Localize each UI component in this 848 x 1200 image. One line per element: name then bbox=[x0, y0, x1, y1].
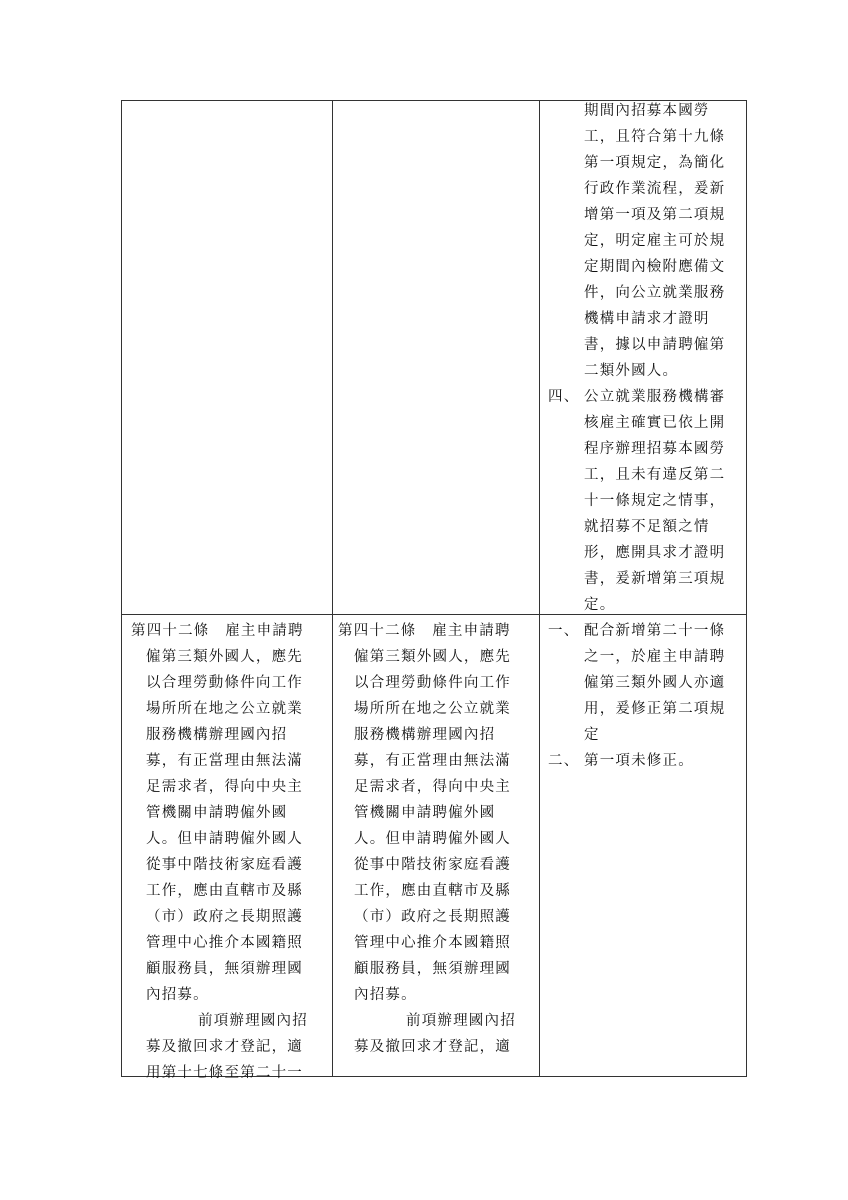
article-line: 管機關申請聘僱外國 bbox=[354, 805, 496, 821]
explanation-line: 工，且符合第十九條 bbox=[584, 129, 726, 145]
article-line: 足需求者，得向中央主 bbox=[354, 779, 511, 795]
explanation-line: 增第一項及第二項規 bbox=[584, 207, 726, 223]
explanation-line: 期間內招募本國勞 bbox=[584, 103, 710, 119]
comparison-table bbox=[121, 100, 747, 1081]
explanation-line: 二類外國人。 bbox=[584, 363, 679, 379]
article-line: 以合理勞動條件向工作 bbox=[146, 675, 303, 691]
article-line: 僱第三類外國人，應先 bbox=[146, 649, 303, 665]
article-line: 募及撤回求才登記，適 bbox=[146, 1039, 303, 1055]
explanation-line: 第一項規定，為簡化 bbox=[584, 155, 726, 171]
article-line: （市）政府之長期照護 bbox=[354, 909, 511, 925]
explanation-line: 書，據以申請聘僱第 bbox=[584, 337, 726, 353]
article-line: 僱第三類外國人，應先 bbox=[354, 649, 511, 665]
explanation-line: 定期間內檢附應備文 bbox=[584, 259, 726, 275]
explanation-line: 程序辦理招募本國勞 bbox=[584, 441, 726, 457]
article-line: 足需求者，得向中央主 bbox=[146, 779, 303, 795]
explanation-line: 核雇主確實已依上開 bbox=[584, 415, 726, 431]
article-line: 內招募。 bbox=[146, 987, 209, 1003]
article-line: 從事中階技術家庭看護 bbox=[146, 857, 303, 873]
explanation-line: 之一，於雇主申請聘 bbox=[584, 649, 726, 665]
article-line: 前項辦理國內招 bbox=[198, 1013, 308, 1029]
explanation-line: 形，應開具求才證明 bbox=[584, 545, 726, 561]
list-marker: 一、 bbox=[548, 623, 580, 639]
explanation-line: 第一項未修正。 bbox=[584, 753, 694, 769]
column-divider-2 bbox=[539, 101, 540, 1076]
article-line: 第四十二條 雇主申請聘 bbox=[131, 623, 304, 639]
article-line: 募，有正當理由無法滿 bbox=[146, 753, 303, 769]
explanation-line: 定，明定雇主可於規 bbox=[584, 233, 726, 249]
article-line: 募及撤回求才登記，適 bbox=[354, 1039, 511, 1055]
article-line: 管理中心推介本國籍照 bbox=[354, 935, 511, 951]
explanation-line: 定。 bbox=[584, 597, 616, 613]
explanation-line: 書，爰新增第三項規 bbox=[584, 571, 726, 587]
explanation-line: 工，且未有違反第二 bbox=[584, 467, 726, 483]
explanation-line: 機構申請求才證明 bbox=[584, 311, 710, 327]
list-marker: 二、 bbox=[548, 753, 580, 769]
article-line: 場所所在地之公立就業 bbox=[146, 701, 303, 717]
article-line: 第四十二條 雇主申請聘 bbox=[338, 623, 511, 639]
explanation-line: 就招募不足額之情 bbox=[584, 519, 710, 535]
article-line: 服務機構辦理國內招 bbox=[146, 727, 288, 743]
article-line: 顧服務員，無須辦理國 bbox=[354, 961, 511, 977]
list-marker: 四、 bbox=[548, 389, 580, 405]
article-line: （市）政府之長期照護 bbox=[146, 909, 303, 925]
article-line: 管機關申請聘僱外國 bbox=[146, 805, 288, 821]
article-line: 用第十七條至第二十一 bbox=[146, 1065, 303, 1081]
article-line: 內招募。 bbox=[354, 987, 417, 1003]
explanation-line: 僱第三類外國人亦適 bbox=[584, 675, 726, 691]
column-divider-1 bbox=[332, 101, 333, 1076]
article-line: 工作，應由直轄市及縣 bbox=[354, 883, 511, 899]
explanation-line: 公立就業服務機構審 bbox=[584, 389, 726, 405]
row-divider bbox=[122, 614, 746, 615]
explanation-line: 用，爰修正第二項規 bbox=[584, 701, 726, 717]
article-line: 人。但申請聘僱外國人 bbox=[146, 831, 303, 847]
article-line: 管理中心推介本國籍照 bbox=[146, 935, 303, 951]
article-line: 從事中階技術家庭看護 bbox=[354, 857, 511, 873]
article-line: 顧服務員，無須辦理國 bbox=[146, 961, 303, 977]
article-line: 以合理勞動條件向工作 bbox=[354, 675, 511, 691]
explanation-line: 配合新增第二十一條 bbox=[584, 623, 726, 639]
article-line: 服務機構辦理國內招 bbox=[354, 727, 496, 743]
article-line: 募，有正當理由無法滿 bbox=[354, 753, 511, 769]
article-line: 工作，應由直轄市及縣 bbox=[146, 883, 303, 899]
explanation-line: 定 bbox=[584, 727, 600, 743]
explanation-line: 十一條規定之情事， bbox=[584, 493, 726, 509]
article-line: 場所所在地之公立就業 bbox=[354, 701, 511, 717]
explanation-line: 行政作業流程，爰新 bbox=[584, 181, 726, 197]
explanation-line: 件，向公立就業服務 bbox=[584, 285, 726, 301]
article-line: 前項辦理國內招 bbox=[406, 1013, 516, 1029]
article-line: 人。但申請聘僱外國人 bbox=[354, 831, 511, 847]
